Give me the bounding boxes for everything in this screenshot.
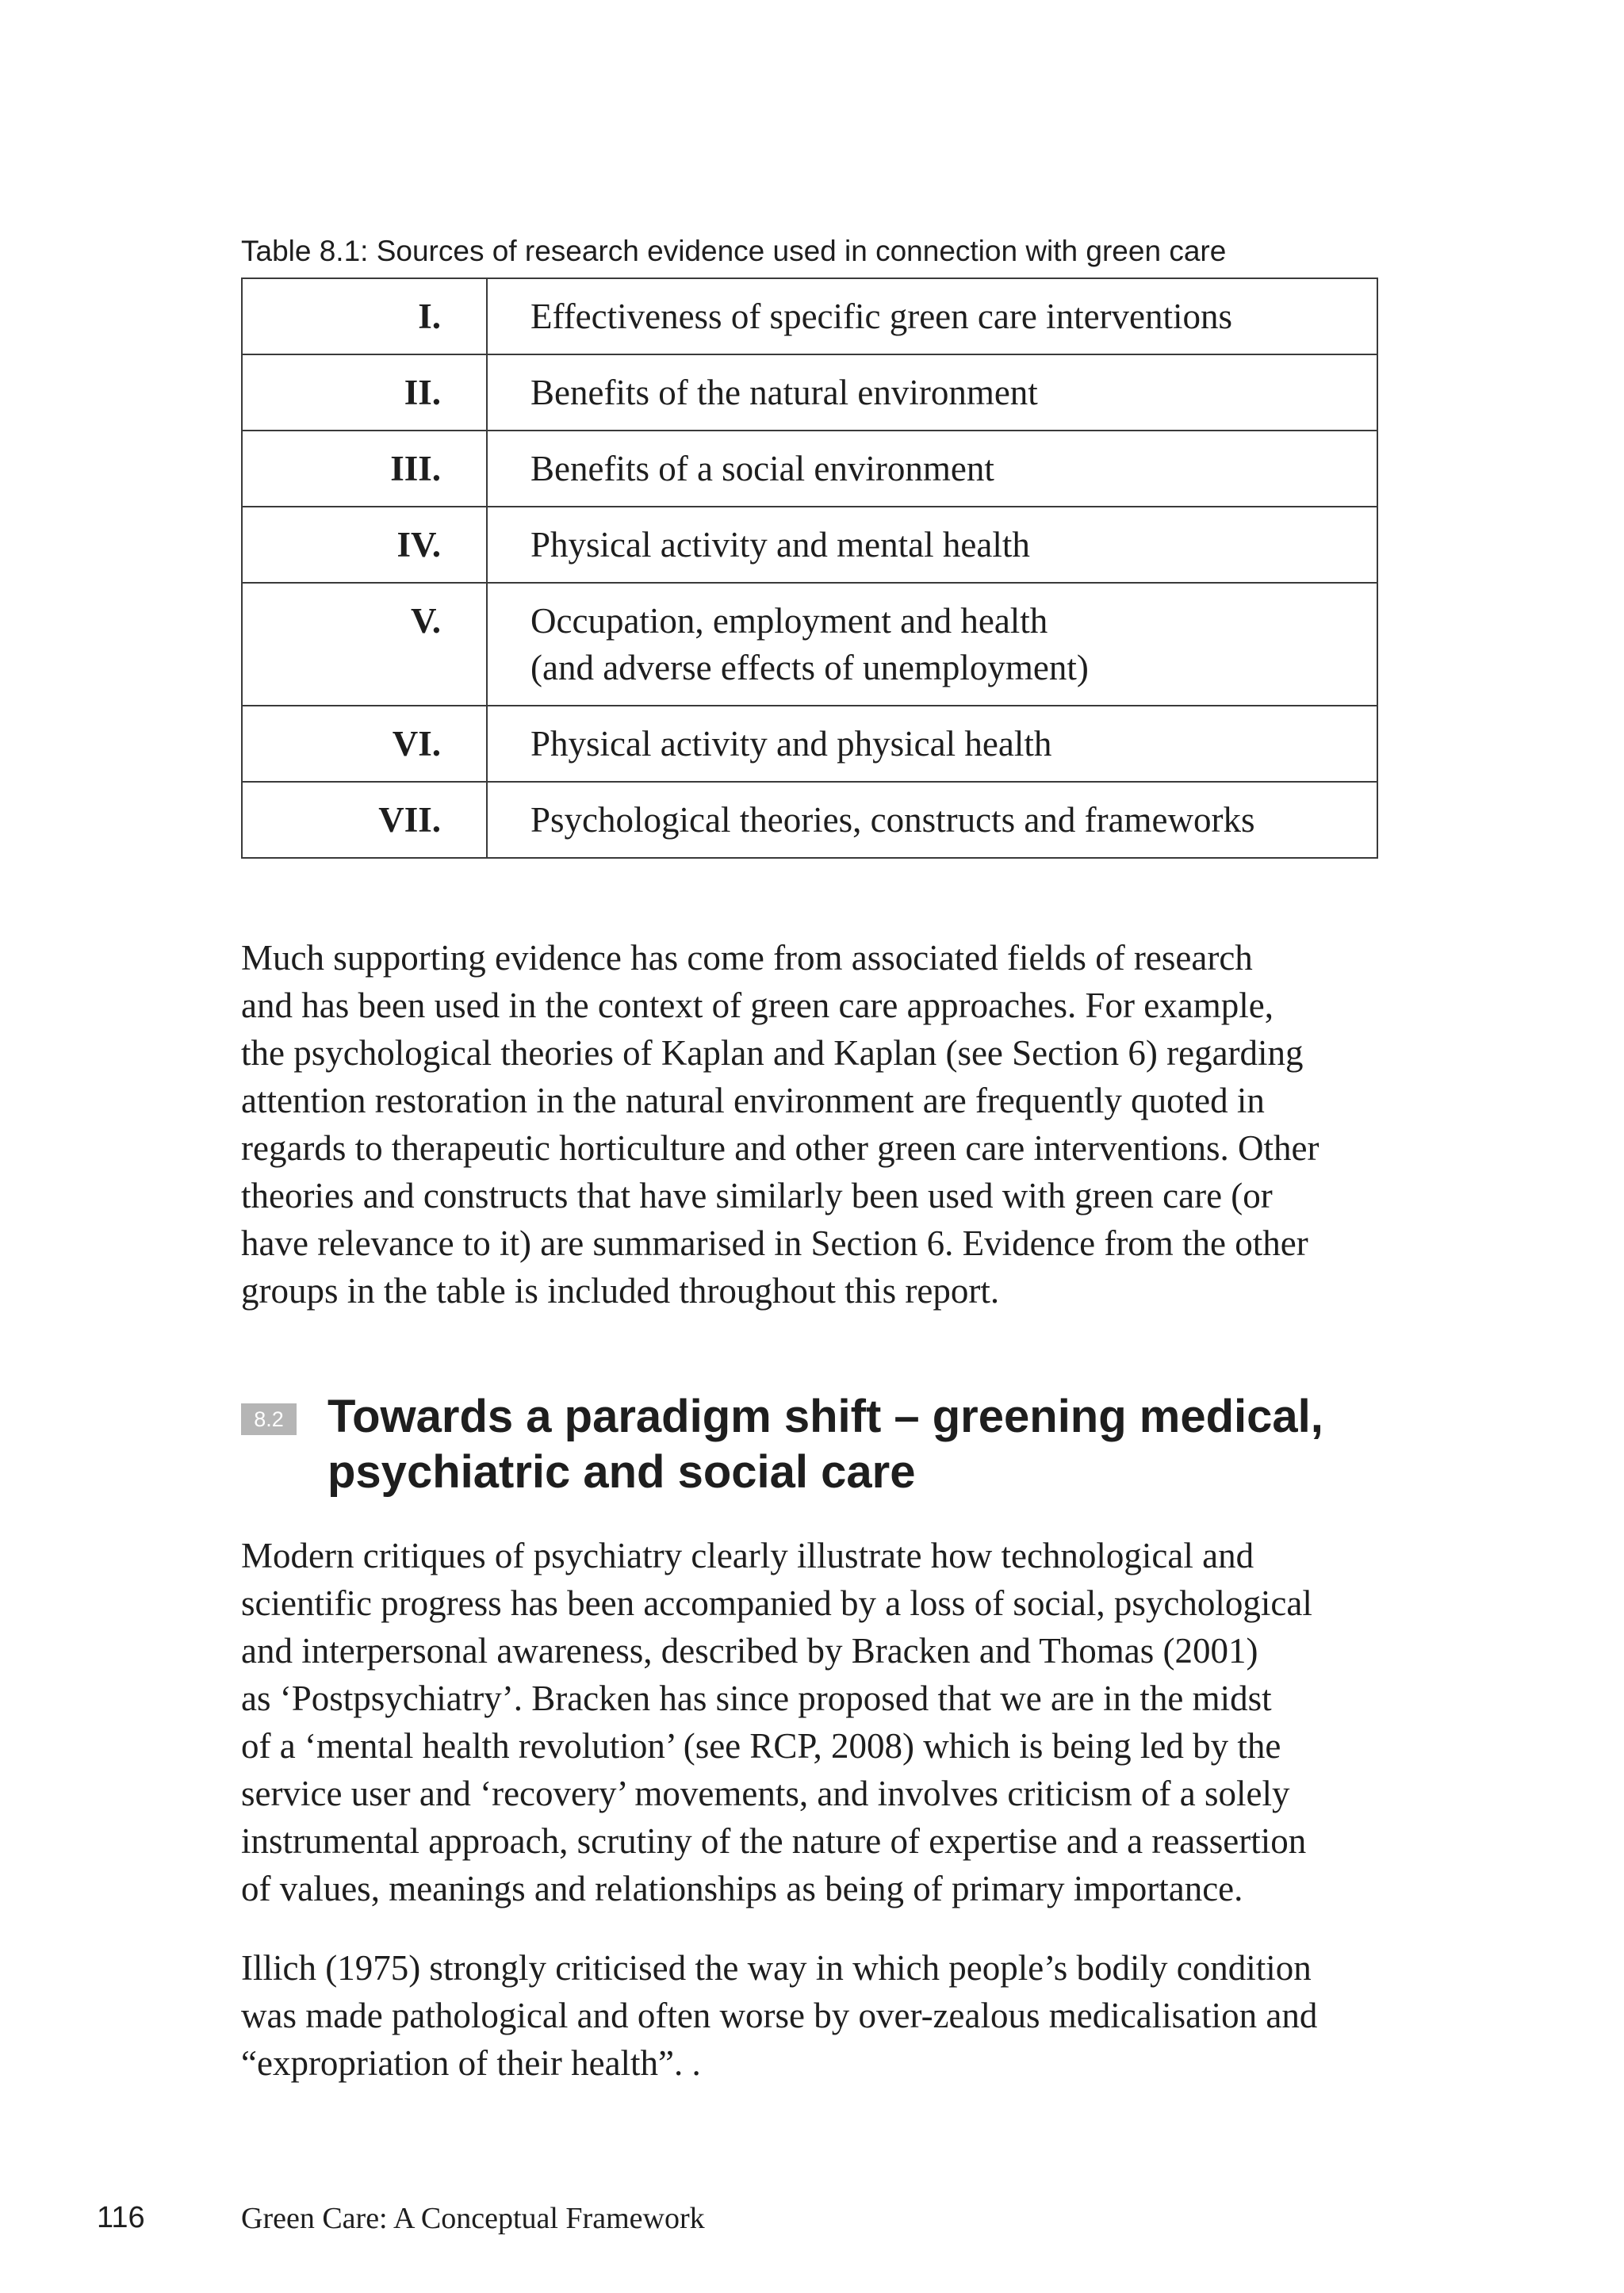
- text-line: have relevance to it) are summarised in Section 6. Evidence from the other: [241, 1223, 1308, 1263]
- table-row: [242, 354, 1377, 431]
- row-number: IV.: [242, 507, 487, 583]
- text-line: and has been used in the context of green care approaches. For example,: [241, 986, 1274, 1025]
- row-number: V.: [242, 583, 487, 706]
- text-line: Modern critiques of psychiatry clearly illustrate how technological and: [241, 1536, 1254, 1575]
- row-description-line: Physical activity and mental health: [530, 525, 1030, 565]
- table-row: [242, 706, 1377, 782]
- row-description: [487, 782, 1377, 858]
- table-row: [242, 782, 1377, 858]
- text-line: Much supporting evidence has come from associated fields of research: [241, 938, 1253, 978]
- text-line: “expropriation of their health”. .: [241, 2043, 701, 2083]
- row-number: III.: [242, 431, 487, 507]
- evidence-sources-table: [241, 278, 1378, 859]
- row-description-line: Physical activity and physical health: [530, 724, 1052, 764]
- row-description-line: Effectiveness of specific green care interventions: [530, 297, 1233, 336]
- text-line: of values, meanings and relationships as being of primary importance.: [241, 1869, 1243, 1908]
- text-line: service user and ‘recovery’ movements, and involves criticism of a solely: [241, 1774, 1290, 1813]
- running-title: Green Care: A Conceptual Framework: [241, 2202, 705, 2235]
- table-row: [242, 431, 1377, 507]
- text-line: and interpersonal awareness, described by Bracken and Thomas (2001): [241, 1631, 1258, 1671]
- row-description: [487, 706, 1377, 782]
- text-line: of a ‘mental health revolution’ (see RCP, 2008) which is being led by the: [241, 1726, 1281, 1766]
- table-row: [242, 507, 1377, 583]
- row-number: II.: [242, 354, 487, 431]
- table-row: [242, 278, 1377, 354]
- text-line: Illich (1975) strongly criticised the way in which people’s bodily condition: [241, 1948, 1312, 1988]
- table-caption: Table 8.1: Sources of research evidence used in connection with green care: [241, 235, 1227, 267]
- row-description-line: Benefits of the natural environment: [530, 373, 1038, 412]
- row-number: I.: [242, 278, 487, 354]
- text-line: instrumental approach, scrutiny of the nature of expertise and a reassertion: [241, 1821, 1307, 1861]
- row-number: VII.: [242, 782, 487, 858]
- paragraph-postpsychiatry: [241, 1532, 1399, 1912]
- section-heading-line: psychiatric and social care: [327, 1446, 916, 1498]
- paragraph-illich: [241, 1944, 1399, 2087]
- row-description: [487, 583, 1377, 706]
- section-number-badge: 8.2: [241, 1403, 297, 1435]
- section-heading-line: Towards a paradigm shift – greening medical,: [327, 1391, 1323, 1442]
- text-line: groups in the table is included throughout this report.: [241, 1271, 1000, 1311]
- row-description-line: Psychological theories, constructs and frameworks: [530, 800, 1255, 840]
- text-line: the psychological theories of Kaplan and Kaplan (see Section 6) regarding: [241, 1033, 1304, 1073]
- row-description-line: Occupation, employment and health: [530, 601, 1048, 641]
- page-number: 116: [97, 2201, 145, 2234]
- text-line: attention restoration in the natural environment are frequently quoted in: [241, 1081, 1265, 1120]
- row-description: [487, 354, 1377, 431]
- text-line: regards to therapeutic horticulture and other green care interventions. Other: [241, 1128, 1320, 1168]
- row-description: [487, 431, 1377, 507]
- row-description-line: Benefits of a social environment: [530, 449, 994, 488]
- row-description: [487, 278, 1377, 354]
- section-heading: [327, 1389, 1323, 1500]
- row-number: VI.: [242, 706, 487, 782]
- table-row: [242, 583, 1377, 706]
- row-description-line: (and adverse effects of unemployment): [530, 648, 1089, 687]
- paragraph-supporting-evidence: [241, 934, 1399, 1315]
- text-line: scientific progress has been accompanied by a loss of social, psychological: [241, 1583, 1312, 1623]
- text-line: as ‘Postpsychiatry’. Bracken has since proposed that we are in the midst: [241, 1679, 1272, 1718]
- row-description: [487, 507, 1377, 583]
- text-line: was made pathological and often worse by over-zealous medicalisation and: [241, 1996, 1318, 2035]
- text-line: theories and constructs that have similarly been used with green care (or: [241, 1176, 1273, 1215]
